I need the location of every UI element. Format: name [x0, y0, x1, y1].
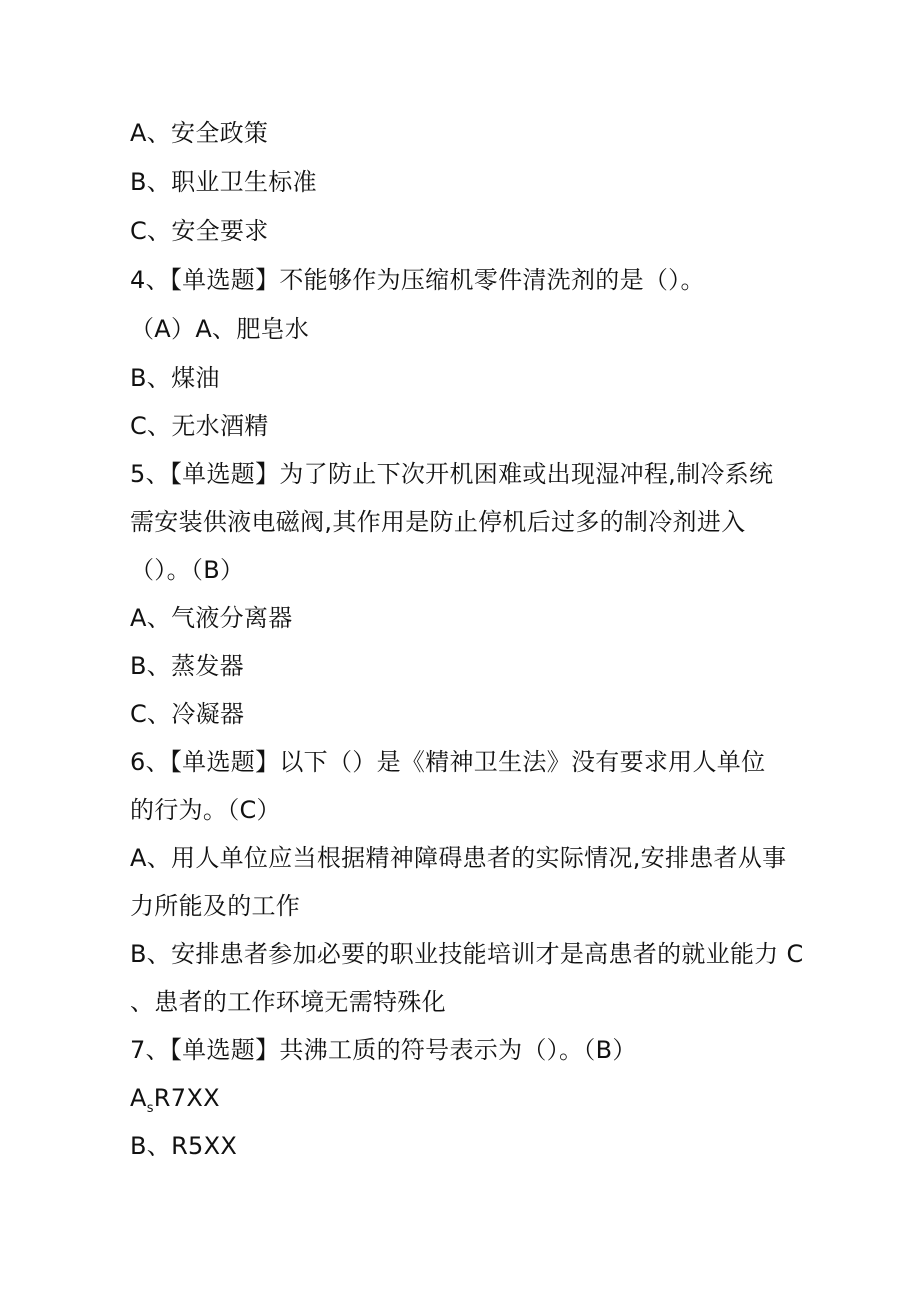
option-b-q7: B、R5XX — [130, 1132, 238, 1160]
option-c-q3: C、安全要求 — [130, 217, 269, 245]
question-5-line-2: 需安装供液电磁阀,其作用是防止停机后过多的制冷剂进入 — [130, 508, 746, 536]
question-7: 7、【单选题】共沸工质的符号表示为（）。（B） — [130, 1036, 637, 1064]
option-b-q6: B、安排患者参加必要的职业技能培训才是高患者的就业能力 C — [130, 940, 804, 968]
option-a-q7 — [130, 1082, 810, 1114]
option-a-q6-line-2: 力所能及的工作 — [130, 892, 301, 920]
option-a-q5: A、气液分离器 — [130, 604, 293, 632]
option-b-q5: B、蒸发器 — [130, 652, 244, 680]
question-6-line-2: 的行为。（C） — [130, 796, 281, 824]
option-a-q6-line-1: A、用人单位应当根据精神障碍患者的实际情况,安排患者从事 — [130, 844, 787, 872]
option-b-q4: B、煤油 — [130, 364, 220, 392]
option-a-q7-subscript: s — [146, 1101, 154, 1116]
option-a-q3: A、安全政策 — [130, 119, 269, 147]
question-5-answer: （）。（B） — [130, 556, 245, 584]
option-c-q4: C、无水酒精 — [130, 412, 269, 440]
option-a-q7-text: R7XX — [153, 1084, 220, 1112]
option-b-q3: B、职业卫生标准 — [130, 168, 317, 196]
option-c-q6: 、患者的工作环境无需特殊化 — [130, 988, 446, 1016]
option-a-q7-prefix: A — [130, 1084, 147, 1112]
question-5-line-1: 5、【单选题】为了防止下次开机困难或出现湿冲程,制冷系统 — [130, 460, 774, 488]
option-c-q5: C、冷凝器 — [130, 700, 245, 728]
question-6-line-1: 6、【单选题】以下（）是《精神卫生法》没有要求用人单位 — [130, 748, 766, 776]
question-4: 4、【单选题】不能够作为压缩机零件清洗剂的是（）。 — [130, 266, 705, 294]
answer-q4-option-a: （A）A、肥皂水 — [130, 315, 310, 343]
